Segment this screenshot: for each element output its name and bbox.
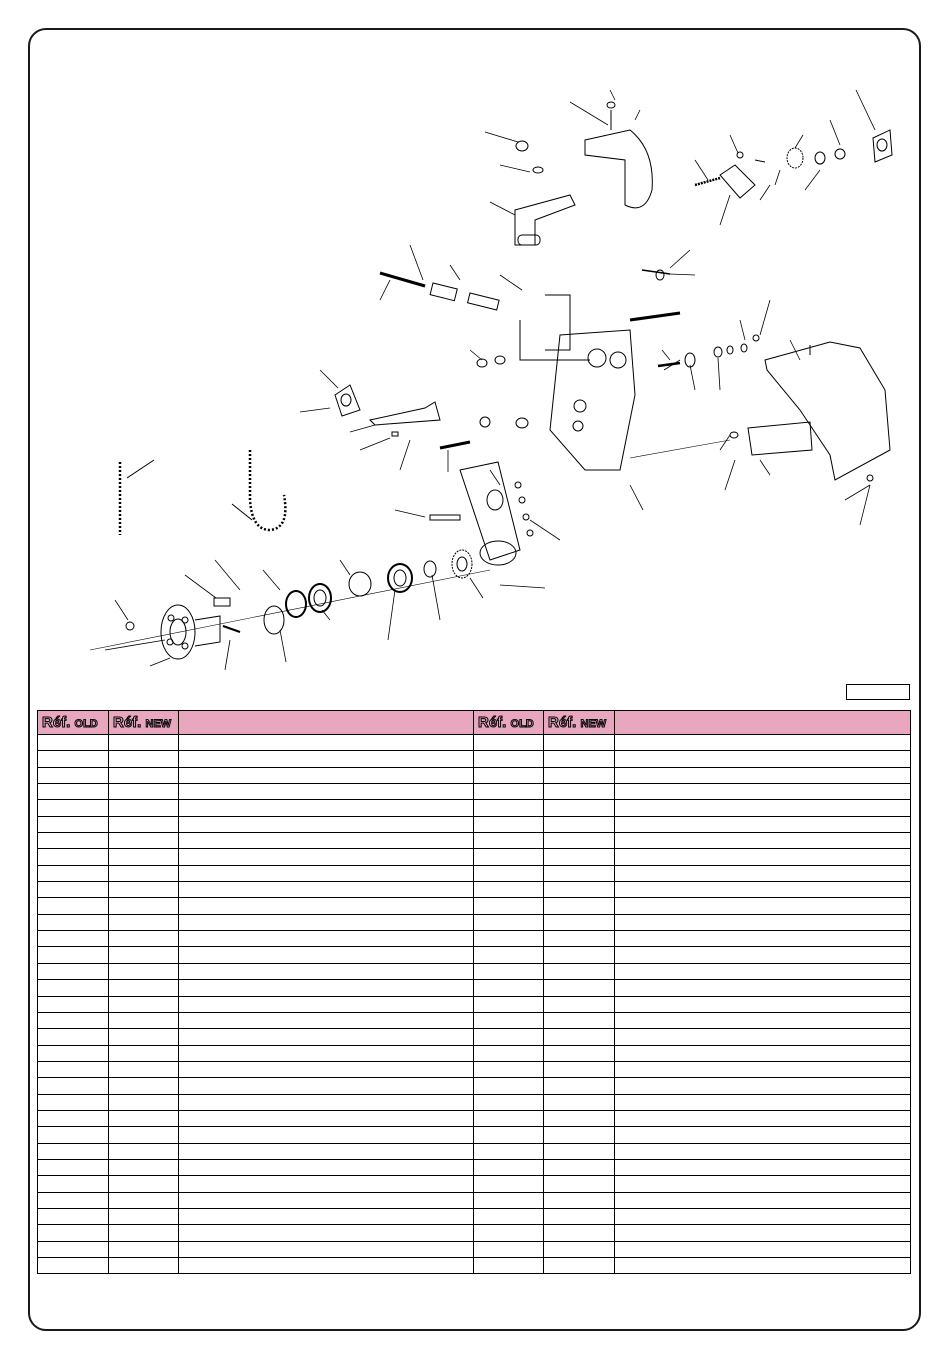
table-cell <box>109 849 179 865</box>
table-row <box>38 931 911 947</box>
table-cell <box>109 882 179 898</box>
table-cell <box>109 931 179 947</box>
table-cell <box>109 1094 179 1110</box>
table-row <box>38 1110 911 1126</box>
table-cell <box>544 931 615 947</box>
table-cell <box>544 735 615 751</box>
table-cell <box>179 980 474 996</box>
table-cell <box>38 751 109 767</box>
table-cell <box>615 1225 911 1241</box>
table-cell <box>544 784 615 800</box>
table-cell <box>179 833 474 849</box>
table-cell <box>109 816 179 832</box>
table-cell <box>615 784 911 800</box>
table-cell <box>615 1061 911 1077</box>
table-row <box>38 996 911 1012</box>
table-cell <box>474 784 544 800</box>
table-cell <box>615 882 911 898</box>
table-cell <box>109 1045 179 1061</box>
table-cell <box>474 1061 544 1077</box>
table-cell <box>615 898 911 914</box>
exploded-parts-diagram <box>30 30 920 700</box>
table-cell <box>544 996 615 1012</box>
table-cell <box>544 1192 615 1208</box>
table-cell <box>38 1012 109 1028</box>
table-cell <box>615 1012 911 1028</box>
table-cell <box>544 1078 615 1094</box>
table-row <box>38 1258 911 1274</box>
table-cell <box>38 800 109 816</box>
table-cell <box>615 1176 911 1192</box>
table-cell <box>615 1192 911 1208</box>
table-cell <box>544 1176 615 1192</box>
table-cell <box>615 767 911 783</box>
table-cell <box>179 1094 474 1110</box>
table-cell <box>38 1110 109 1126</box>
table-cell <box>474 898 544 914</box>
table-cell <box>474 980 544 996</box>
table-cell <box>179 947 474 963</box>
parts-table <box>37 710 911 1274</box>
table-cell <box>474 1029 544 1045</box>
table-cell <box>179 914 474 930</box>
table-cell <box>615 980 911 996</box>
table-cell <box>615 849 911 865</box>
table-cell <box>38 1143 109 1159</box>
table-cell <box>38 865 109 881</box>
table-cell <box>474 1143 544 1159</box>
table-row <box>38 849 911 865</box>
main-bracket <box>520 295 635 470</box>
table-cell <box>474 963 544 979</box>
table-cell <box>615 1159 911 1175</box>
table-cell <box>544 914 615 930</box>
table-row <box>38 1208 911 1224</box>
table-cell <box>474 1225 544 1241</box>
table-row <box>38 1078 911 1094</box>
table-cell <box>38 849 109 865</box>
table-cell <box>544 833 615 849</box>
table-cell <box>109 767 179 783</box>
table-cell <box>544 767 615 783</box>
table-cell <box>109 1208 179 1224</box>
table-cell <box>38 784 109 800</box>
table-cell <box>38 1094 109 1110</box>
table-cell <box>179 963 474 979</box>
table-row <box>38 1143 911 1159</box>
table-cell <box>615 996 911 1012</box>
table-row <box>38 1159 911 1175</box>
table-cell <box>474 996 544 1012</box>
table-cell <box>179 1159 474 1175</box>
table-cell <box>615 735 911 751</box>
table-cell <box>544 1225 615 1241</box>
table-cell <box>544 1258 615 1274</box>
table-cell <box>38 1029 109 1045</box>
table-cell <box>615 1143 911 1159</box>
table-cell <box>38 1208 109 1224</box>
table-cell <box>179 1061 474 1077</box>
table-cell <box>179 1225 474 1241</box>
table-cell <box>474 1012 544 1028</box>
table-cell <box>615 1094 911 1110</box>
table-cell <box>179 1143 474 1159</box>
table-cell <box>474 914 544 930</box>
table-cell <box>474 1127 544 1143</box>
table-cell <box>38 1225 109 1241</box>
table-cell <box>474 751 544 767</box>
table-cell <box>474 767 544 783</box>
table-row <box>38 833 911 849</box>
table-cell <box>474 833 544 849</box>
table-cell <box>38 1192 109 1208</box>
table-cell <box>544 1061 615 1077</box>
table-cell <box>38 735 109 751</box>
table-row <box>38 1012 911 1028</box>
table-row <box>38 1045 911 1061</box>
table-cell <box>474 816 544 832</box>
table-cell <box>544 865 615 881</box>
col-ref-old-left: Réf. OLD <box>38 711 109 735</box>
table-cell <box>474 800 544 816</box>
table-cell <box>615 800 911 816</box>
table-cell <box>544 1208 615 1224</box>
upper-guard <box>585 130 652 208</box>
table-cell <box>109 800 179 816</box>
table-cell <box>109 1225 179 1241</box>
table-cell <box>179 1176 474 1192</box>
table-cell <box>615 1110 911 1126</box>
table-cell <box>109 833 179 849</box>
table-row <box>38 1094 911 1110</box>
table-cell <box>38 1045 109 1061</box>
side-guard <box>765 342 890 480</box>
table-cell <box>179 784 474 800</box>
table-cell <box>474 865 544 881</box>
table-row <box>38 1176 911 1192</box>
table-row <box>38 980 911 996</box>
table-cell <box>474 1258 544 1274</box>
table-row <box>38 963 911 979</box>
table-row <box>38 751 911 767</box>
table-cell <box>109 1127 179 1143</box>
table-cell <box>474 849 544 865</box>
table-cell <box>474 1078 544 1094</box>
table-cell <box>615 1045 911 1061</box>
table-cell <box>544 1143 615 1159</box>
table-cell <box>109 1078 179 1094</box>
table-cell <box>474 1159 544 1175</box>
table-cell <box>544 1094 615 1110</box>
table-cell <box>38 1159 109 1175</box>
table-cell <box>38 882 109 898</box>
table-cell <box>179 849 474 865</box>
chain-long <box>250 450 285 530</box>
table-row <box>38 898 911 914</box>
table-cell <box>179 1241 474 1257</box>
table-cell <box>179 1208 474 1224</box>
table-cell <box>38 947 109 963</box>
table-cell <box>109 980 179 996</box>
table-cell <box>615 1127 911 1143</box>
table-row <box>38 1241 911 1257</box>
table-cell <box>109 1192 179 1208</box>
table-cell <box>109 996 179 1012</box>
table-cell <box>179 996 474 1012</box>
table-cell <box>109 1258 179 1274</box>
table-cell <box>109 963 179 979</box>
table-cell <box>179 1127 474 1143</box>
table-cell <box>544 980 615 996</box>
table-cell <box>179 931 474 947</box>
table-cell <box>544 800 615 816</box>
table-row <box>38 914 911 930</box>
table-cell <box>38 914 109 930</box>
table-row <box>38 865 911 881</box>
table-cell <box>179 1110 474 1126</box>
table-cell <box>38 898 109 914</box>
table-cell <box>38 1078 109 1094</box>
table-cell <box>544 1045 615 1061</box>
swing-arm <box>460 462 533 565</box>
table-cell <box>615 751 911 767</box>
table-row <box>38 1061 911 1077</box>
table-cell <box>179 800 474 816</box>
table-cell <box>109 1241 179 1257</box>
table-cell <box>38 1258 109 1274</box>
table-row <box>38 767 911 783</box>
reference-box <box>846 684 910 700</box>
table-cell <box>109 1012 179 1028</box>
table-cell <box>474 735 544 751</box>
table-cell <box>474 1208 544 1224</box>
table-cell <box>544 751 615 767</box>
table-cell <box>38 963 109 979</box>
table-cell <box>474 947 544 963</box>
table-cell <box>474 1094 544 1110</box>
table-cell <box>615 947 911 963</box>
table-cell <box>38 816 109 832</box>
table-cell <box>474 1192 544 1208</box>
table-cell <box>109 1029 179 1045</box>
table-cell <box>38 980 109 996</box>
col-ref-old-right: Réf. OLD <box>474 711 544 735</box>
table-cell <box>38 931 109 947</box>
table-cell <box>474 931 544 947</box>
col-ref-new-left: Réf. NEW <box>109 711 179 735</box>
table-cell <box>179 816 474 832</box>
table-cell <box>179 865 474 881</box>
table-cell <box>615 1208 911 1224</box>
table-cell <box>615 833 911 849</box>
table-cell <box>109 947 179 963</box>
table-cell <box>544 1110 615 1126</box>
table-cell <box>544 1241 615 1257</box>
table-cell <box>615 1241 911 1257</box>
table-cell <box>179 735 474 751</box>
table-cell <box>544 947 615 963</box>
hub-flange <box>161 605 220 659</box>
table-cell <box>38 1176 109 1192</box>
table-row <box>38 882 911 898</box>
table-cell <box>474 1045 544 1061</box>
table-cell <box>544 1012 615 1028</box>
table-cell <box>544 1159 615 1175</box>
table-row <box>38 1029 911 1045</box>
table-cell <box>109 784 179 800</box>
table-cell <box>544 898 615 914</box>
table-cell <box>38 1061 109 1077</box>
table-cell <box>109 1159 179 1175</box>
table-cell <box>109 751 179 767</box>
table-cell <box>179 1192 474 1208</box>
table-cell <box>109 1110 179 1126</box>
table-cell <box>38 996 109 1012</box>
table-cell <box>474 1241 544 1257</box>
table-cell <box>179 1012 474 1028</box>
table-cell <box>109 865 179 881</box>
table-cell <box>179 882 474 898</box>
table-row <box>38 947 911 963</box>
table-row <box>38 1225 911 1241</box>
table-cell <box>38 767 109 783</box>
table-cell <box>615 914 911 930</box>
table-cell <box>615 1258 911 1274</box>
table-cell <box>615 1029 911 1045</box>
table-cell <box>179 1029 474 1045</box>
table-cell <box>109 1061 179 1077</box>
table-cell <box>109 1143 179 1159</box>
table-row <box>38 1192 911 1208</box>
table-row <box>38 735 911 751</box>
table-cell <box>544 963 615 979</box>
table-cell <box>544 1127 615 1143</box>
col-description-left <box>179 711 474 735</box>
table-cell <box>544 849 615 865</box>
table-cell <box>615 865 911 881</box>
table-cell <box>109 898 179 914</box>
table-cell <box>38 1127 109 1143</box>
table-cell <box>38 1241 109 1257</box>
col-description-right <box>615 711 911 735</box>
table-cell <box>179 751 474 767</box>
table-cell <box>615 931 911 947</box>
col-ref-new-right: Réf. NEW <box>544 711 615 735</box>
table-cell <box>544 1029 615 1045</box>
table-cell <box>109 914 179 930</box>
table-cell <box>179 1045 474 1061</box>
table-cell <box>544 816 615 832</box>
table-cell <box>109 1176 179 1192</box>
table-cell <box>544 882 615 898</box>
table-cell <box>474 1110 544 1126</box>
table-cell <box>38 833 109 849</box>
table-cell <box>109 735 179 751</box>
table-cell <box>179 898 474 914</box>
table-cell <box>179 767 474 783</box>
table-row <box>38 1127 911 1143</box>
table-row <box>38 816 911 832</box>
table-cell <box>615 963 911 979</box>
table-cell <box>179 1258 474 1274</box>
table-header-row <box>38 711 911 735</box>
table-cell <box>179 1078 474 1094</box>
table-row <box>38 784 911 800</box>
table-cell <box>474 882 544 898</box>
table-cell <box>615 1078 911 1094</box>
table-row <box>38 800 911 816</box>
table-cell <box>615 816 911 832</box>
table-cell <box>474 1176 544 1192</box>
